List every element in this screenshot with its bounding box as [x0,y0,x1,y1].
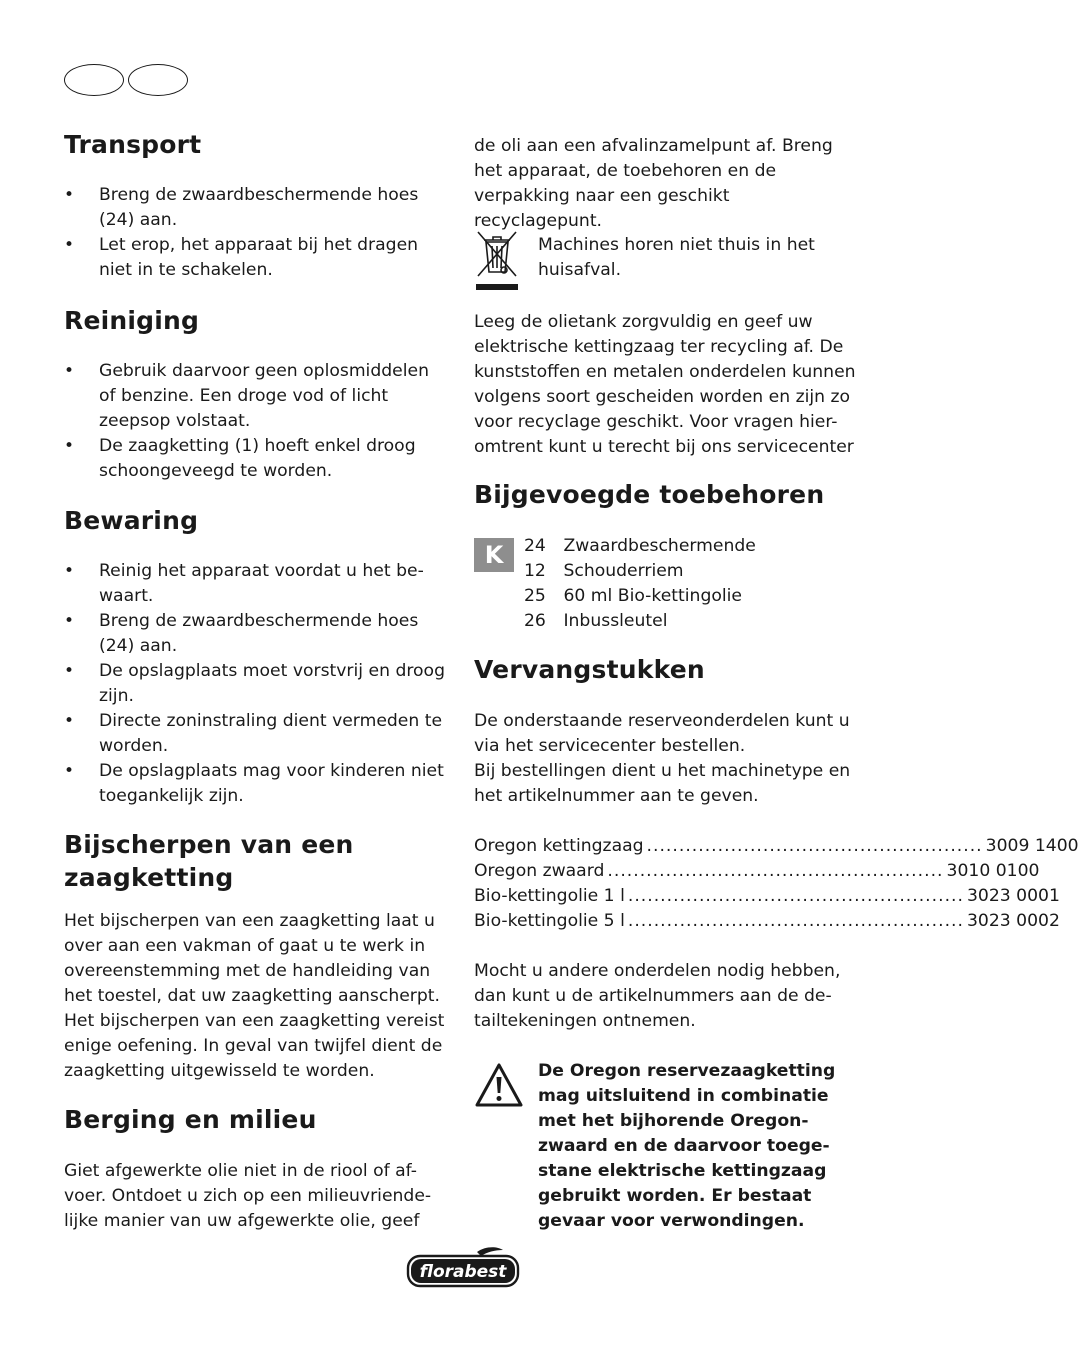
list-item: • De opslagplaats mag voor kinderen niet toegankelijk zijn. [64,759,450,809]
parts-row: Oregon kettingzaag .................................................... 3009 1400 [474,836,1079,856]
list-item: • Breng de zwaardbeschermende hoes (24) aan. [64,609,450,659]
list-item: 12 Schouderriem [524,561,684,581]
list-item: • De opslagplaats moet vorstvrij en droog zijn. [64,659,450,709]
spare-parts-order-text: Bij bestellingen dient u het machinetype en het artikelnummer aan te geven. [474,761,851,806]
weee-text: Machines horen niet thuis in het huisafval. [538,235,815,280]
parts-row: Bio-kettingolie 1 l .................................................... 3023 0001 [474,886,1060,906]
spare-parts-other-text: Mocht u andere onderdelen nodig hebben, dan kunt u de artikelnummers aan de de-tailtekeningen ontnemen. [474,961,841,1031]
parts-row: Oregon zwaard .................................................... 3010 0100 [474,861,1040,881]
list-item: 26 Inbussleutel [524,611,668,631]
accessories-heading: Bijgevoegde toebehoren [474,480,825,509]
list-item: • Reinig het apparaat voordat u het be-waart. [64,559,450,609]
continued-text: de oli aan een afvalinzamelpunt af. Breng het apparaat, de toebehoren en de verpakking naar een geschikt recyclagepunt. [474,136,833,231]
berging-heading: Berging en milieu [64,1105,317,1134]
parts-row: Bio-kettingolie 5 l .................................................... 3023 0002 [474,911,1060,931]
language-badges [64,64,192,98]
accessories-badge: K [474,538,514,572]
parts-list [474,834,1079,934]
bewaring-list [64,559,450,809]
list-item: • Gebruik daarvoor geen oplosmiddelen of benzine. Een droge vod of licht zeepsop volstaat. [64,359,450,434]
transport-list [64,183,450,283]
heading-line: zaagketting [64,863,234,892]
warning-text: De Oregon reservezaagketting mag uitsluitend in combinatie met het bijhorende Oregon-zwaard en de daarvoor toege-stane elektrische kettingzaag gebruikt worden. Er bestaat gevaar voor verwondingen. [538,1061,836,1231]
logo-text: florabest [419,1262,507,1282]
list-item: 24 Zwaardbeschermende [524,536,756,556]
accessories-list [524,534,854,634]
florabest-logo [405,1246,521,1290]
list-item: • Let erop, het apparaat bij het dragen niet in te schakelen. [64,233,450,283]
language-badge-oval [128,64,188,96]
transport-heading: Transport [64,130,202,159]
spare-parts-heading: Vervangstukken [474,655,705,684]
reiniging-list [64,359,450,484]
berging-text: Giet afgewerkte olie niet in de riool of af-voer. Ontdoet u zich op een milieuvriende-lijke manier van uw afgewerkte olie, geef [64,1161,432,1231]
recycle-text: Leeg de olietank zorgvuldig en geef uw elektrische kettingzaag ter recycling af. De kunststoffen en metalen onderdelen kunnen volgens soort gescheiden worden en zijn zo voor recyclage geschikt. Voor vragen hier-omtrent kunt u terecht bij ons servicecenter [474,312,856,457]
bewaring-heading: Bewaring [64,506,199,535]
language-badge-oval [64,64,124,96]
list-item: 25 60 ml Bio-kettingolie [524,586,742,606]
heading-line: Bijscherpen van een [64,830,354,859]
warning-triangle-icon [474,1062,524,1108]
bijscherpen-text: Het bijscherpen van een zaagketting laat u over aan een vakman of gaat u te werk in overeenstemming met de handleiding van het toestel, dat uw zaagketting aanscherpt. Het bijscherpen van een zaagketting vereist enige oefening. In geval van twijfel dient de zaagketting uitgewisseld te worden. [64,911,445,1081]
list-item: • Breng de zwaardbeschermende hoes (24) aan. [64,183,450,233]
list-item: • Directe zoninstraling dient vermeden te worden. [64,709,450,759]
spare-parts-text: De onderstaande reserveonderdelen kunt u via het servicecenter bestellen. [474,711,850,756]
reiniging-heading: Reiniging [64,306,200,335]
weee-crossed-bin-icon [474,228,520,292]
bijscherpen-heading [64,828,354,894]
list-item: • De zaagketting (1) hoeft enkel droog schoongeveegd te worden. [64,434,450,484]
